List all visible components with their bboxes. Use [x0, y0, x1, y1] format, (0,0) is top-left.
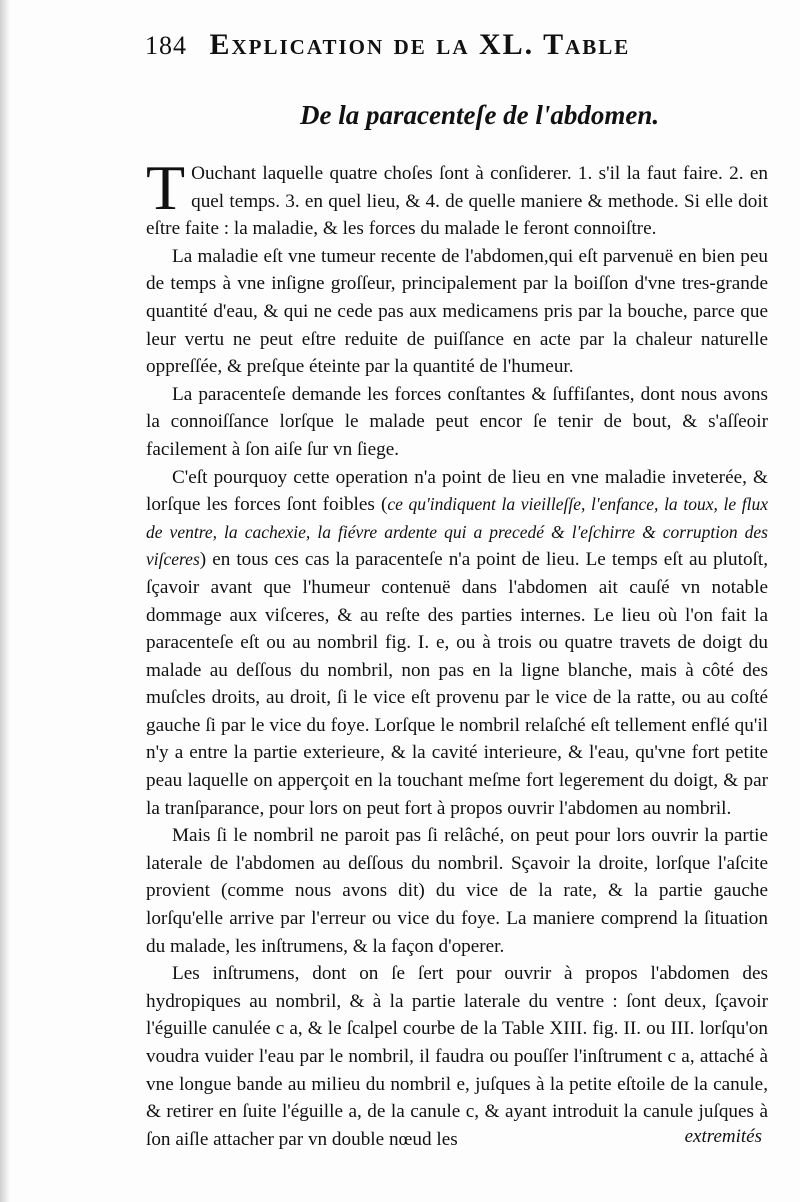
- paragraph-4-italic-aside: ce qu'indiquent la vieilleſſe, l'enfance, la toux, le flux de ventre, la cachexie, la fiévre ardente qui a precedé & l'eſchirre & corruption des viſceres: [146, 494, 768, 570]
- paragraph-1-text: Ouchant laquelle quatre choſes ſont à conſiderer. 1. s'il la faut faire. 2. en quel temps. 3. en quel lieu, & 4. de quelle maniere & methode. Si elle doit eſtre faite : la maladie, & les forces du malade le feront connoiſtre.: [146, 163, 768, 240]
- gutter-shadow: [0, 0, 10, 1202]
- paragraph-5: Mais ſi le nombril ne paroit pas ſi relâché, on peut pour lors ouvrir la partie laterale de l'abdomen au deſſous du nombril. Sçavoir la droite, lorſque l'aſcite provient (comme nous avons dit) du vice de la rate, & la partie gauche lorſqu'elle arrive par l'erreur ou vice du foye. La maniere comprend la ſituation du malade, les inſtrumens, & la façon d'operer.: [146, 825, 768, 957]
- paragraph-4: [146, 464, 768, 823]
- paragraph-3: La paracenteſe demande les forces conſtantes & ſuffiſantes, dont nous avons la connoiſſance lorſque le malade peut encor ſe tenir de bout, & s'aſſeoir facilement à ſon aiſe ſur vn ſiege.: [146, 383, 768, 460]
- paragraph-1: [146, 152, 768, 243]
- running-head: [145, 28, 770, 72]
- catchword: extremités: [684, 1126, 762, 1147]
- paragraph-4-text-before: C'eſt pourquoy cette operation n'a point de lieu en vne maladie inveterée, & lorſque les forces ſont foibles (: [146, 466, 768, 516]
- paragraph-4-text-after: ) en tous ces cas la paracenteſe n'a point de lieu. Le temps eſt au plutoſt, ſçavoir avant que l'humeur contenuë dans l'abdomen ait cauſé vn notable dommage aux viſceres, & au reſte des parties internes. Le lieu où l'on fait la paracenteſe eſt ou au nombril fig. I. e, ou à trois ou quatre travets de doigt du malade au deſſous du nombril, non pas en la ligne blanche, mais à côté des muſcles droits, au droit, ſi le vice eſt provenu par le vice de la ratte, ou au coſté gauche ſi par le vice du foye. Lorſque le nombril relaſché eſt tellement enflé qu'il n'y a entre la partie exterieure, & la cavité interieure, & l'eau, qu'vne fort petite peau laquelle on apperçoit en la touchant meſme fort legerement du doigt, & par la tranſparance, pour lors on peut fort à propos ouvrir l'abdomen au nombril.: [146, 549, 768, 819]
- drop-cap: T: [146, 152, 186, 223]
- section-title: De la paracenteſe de l'abdomen.: [300, 100, 660, 130]
- page-number: 184: [145, 31, 187, 60]
- body-text: [146, 152, 768, 1153]
- paragraph-6: Les inſtrumens, dont on ſe ſert pour ouvrir à propos l'abdomen des hydropiques au nombril, & à la partie laterale du ventre : ſont deux, ſçavoir l'éguille canulée c a, & le ſcalpel courbe de la Table XIII. fig. II. ou III. lorſqu'on voudra vuider l'eau par le nombril, il faudra ou pouſſer l'inſtrument c a, attaché à vne longue bande au milieu du nombril e, juſques à la petite eſtoile de la canule, & retirer en ſuite l'éguille a, de la canule c, & ayant introduit la canule juſques à ſon aiſle attacher par vn double nœud les: [146, 963, 768, 1150]
- running-title: Explication de la XL. Table: [209, 28, 631, 61]
- paragraph-2: La maladie eſt vne tumeur recente de l'abdomen,qui eſt parvenuë en bien peu de temps à vne inſigne groſſeur, principalement par la boiſſon d'vne tres-grande quantité d'eau, & qui ne cede pas aux medicamens pris par la bouche, parce que leur vertu ne peut eſtre reduite de puiſſance en acte par la chaleur naturelle oppreſſée, & preſque éteinte par la quantité de l'humeur.: [146, 245, 768, 378]
